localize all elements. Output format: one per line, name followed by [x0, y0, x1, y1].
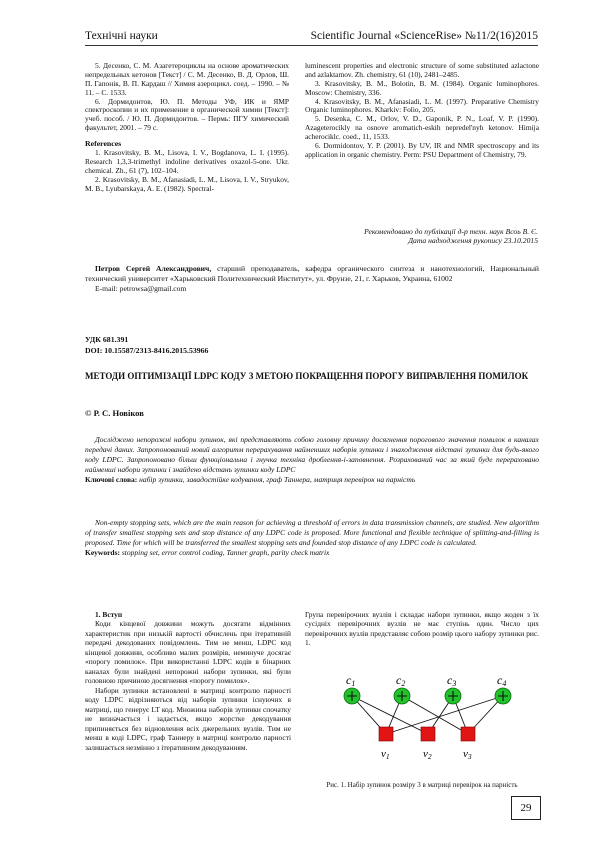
body-paragraph: Група перевірочних вузлів і складає набори зупинки, якщо жоден з їх сусідніх перевірочних вузлів не має ступінь один. Число цих перевірочних вузлів представляє собою розмір цього набору зупинки рис. 1.: [305, 610, 539, 648]
check-node-label: c3: [447, 673, 457, 688]
body-right: [305, 610, 539, 648]
ref-item: 1. Krasovitsky, B. M., Lisova, I. V., Bogdanova, L. I. (1995). Research 1,3,3-trimethyl indoline derivatives oxazol-5-one. Ukr. chemical. Zh., 61 (7), 102–104.: [85, 148, 289, 176]
ref-item: 3. Krasovitsky, B. M., Bolotin, B. M. (1984). Organic luminophores. Moscow: Chemistry, 336.: [305, 78, 539, 97]
body-paragraph: Набори зупинки встановлені в матриці контролю парності коду LDPC відрізняються від наборів зупинки існуючих в матриці, що генерує LT код. Множина наборів зупинки спочатку не визначається і задається, якщо жорстке декодування припиняється без відновлення всіх джерельних вузлів. Тим не менш в коді LDPC, граф Таннеру в матриці контролю парності залишається незмінно з ітеративним декодуванням.: [85, 685, 291, 752]
variable-nodes: [379, 727, 475, 761]
check-node-label: c4: [497, 673, 507, 688]
references-heading: References: [85, 139, 122, 148]
variable-node-label: v3: [463, 748, 472, 761]
page-number: 29: [511, 796, 541, 820]
keywords-ua-label: Ключові слова:: [85, 474, 138, 484]
check-nodes: [344, 673, 511, 704]
variable-node-label: v2: [423, 748, 432, 761]
running-header-left: Технічні науки: [85, 30, 158, 42]
running-header-right: Scientific Journal «ScienceRise» №11/2(16)2015: [310, 30, 538, 42]
check-node-label: c1: [346, 673, 356, 688]
recommendation-block: [364, 227, 538, 246]
references-right: [305, 62, 539, 160]
author-name: Петров Сергей Александрович,: [95, 264, 212, 273]
ref-item: 4. Krasovitsky, B. M., Afanasiadi, L. M. (1997). Preparative Chemistry Organic luminophores. Kharkiv: Folio, 205.: [305, 96, 539, 115]
keywords-en: stopping set, error control coding, Tanner graph, parity check matrix: [120, 547, 330, 557]
references-left: [85, 62, 289, 194]
variable-node: [421, 727, 435, 741]
body-left: [85, 610, 291, 752]
ref-item: 6. Дормидонтов, Ю. П. Методы УФ, ИК и ЯМР спектроскопии и их применение в органической химии [Текст]: учеб. пособ. / Ю. П. Дормидонтов. – Пермь: ПГУ химический факультет, 2001. – 79 с.: [85, 96, 289, 133]
author-affiliation: старший преподаватель, кафедра органического синтеза и нанотехнологий, Национальный технический университет «Харьковский Политехнический Институт», ул. Фрунзе, 21, г. Харьков, Украина, 61002: [85, 264, 539, 283]
abstract-ua: [85, 435, 539, 485]
ref-item: 2. Krasovitsky, B. M., Afanasiadi, L. M., Lisova, I. V., Stryukov, M. B., Lyubarskaya, A. E. (1982). Spectral-: [85, 174, 289, 193]
ref-item: luminescent properties and electronic structure of some substituted azlactone and azlaktamov. Zh. chemistry, 61 (10), 2481–2485.: [305, 61, 539, 79]
received-date: Дата надходження рукопису 23.10.2015: [408, 236, 538, 246]
section-heading: 1. Вступ: [95, 610, 123, 619]
article-title: МЕТОДИ ОПТИМІЗАЦІЇ LDPC КОДУ З МЕТОЮ ПОКРАЩЕННЯ ПОРОГУ ВИПРАВЛЕННЯ ПОМИЛОК: [85, 371, 529, 381]
header-rule: [85, 45, 538, 46]
abstract-ua-text: Досліджено непорожні набори зупинок, які представляють собою головну причину досягнення порогового значення помилок в каналах передачі даних. Запропонований новий алгоритм перерахування найменших наборів зупинки і знаходження відстані зупинки для будь-якого коду LDPC. Запропоновано більш функціональна і гнучка техніка дроблення-і-заповнення. Розрахований час за який буде перераховано найменші набори зупинки і знайдено відстань зупинки коду LDPC: [85, 435, 539, 474]
author-email: E-mail: petrowsa@gmail.com: [95, 283, 187, 293]
recommended-line: Рекомендовано до публікації д-р техн. наук Всоь В. Є.: [364, 227, 538, 236]
keywords-ua: набір зупинки, завадостійке кодування, граф Таннера, матриця перевірок на парність: [137, 474, 416, 484]
ref-item: 5. Desenka, C. M., Orlov, V. D., Gaponik, P. N., Loaf, V. P. (1990). Azageterociklу na osnove aromatich-eskih nepredel'nуh ketonov. Himija acherociklc. coed., 11, 1533.: [305, 114, 539, 141]
figure-caption: Рис. 1. Набір зупинок розміру 3 в матриці перевірок на парність: [326, 781, 518, 789]
udk-doi: [85, 335, 208, 356]
ref-item: 6. Dormidontov, Y. P. (2001). By UV, IR and NMR spectroscopy and its application in organic chemistry. Perm: PSU Department of Chemistry, 79.: [305, 140, 539, 159]
keywords-en-label: Keywords:: [85, 547, 120, 557]
variable-node-label: v1: [381, 748, 390, 761]
article-byline: © Р. С. Новіков: [85, 408, 144, 418]
abstract-en-text: Non-empty stopping sets, which are the main reason for achieving a threshold of errors in data transmission channels, are studied. New algorithm of transfer smallest stopping sets and stop distance of any LDPC code is proposed. More functional and flexible technique of splitting-and-filling is proposed. Time for which will be transferred the smallest stopping sets and founded stop distance of any LDPC code is calculated.: [85, 518, 539, 547]
body-paragraph: Коди кінцевої довжини можуть досягати відмінних характеристик при низькій вартості обчислень при ітеративній передачі декодованих повідомлень. Тим не менш, LDPC код кінцевої довжини, особливо малих розмірів, неминуче досягає «порогу помилок». При використанні LDPC кодів в бінарних каналах були знайдені непорожні набори зупинки, які були головною причиною досягнення «порогу помилок».: [85, 619, 291, 686]
udk: УДК 681.391: [85, 335, 129, 344]
doi: DOI: 10.15587/2313-8416.2015.53966: [85, 345, 209, 355]
variable-node: [461, 727, 475, 741]
variable-node: [379, 727, 393, 741]
abstract-en: [85, 518, 539, 558]
author-info: [85, 264, 539, 294]
ref-item: 5. Десенко, С. М. Азагетероциклы на основе ароматических непредельных кетонов [Текст] / С. М. Десенко, В. Д. Орлов, Ш. П. Гапонік, В. П. Кардаш // Химия азероцикл. соед. – 1990. – № 11. – С. 1533.: [85, 61, 289, 97]
check-node-label: c2: [396, 673, 406, 688]
tanner-graph-figure: [310, 660, 534, 778]
